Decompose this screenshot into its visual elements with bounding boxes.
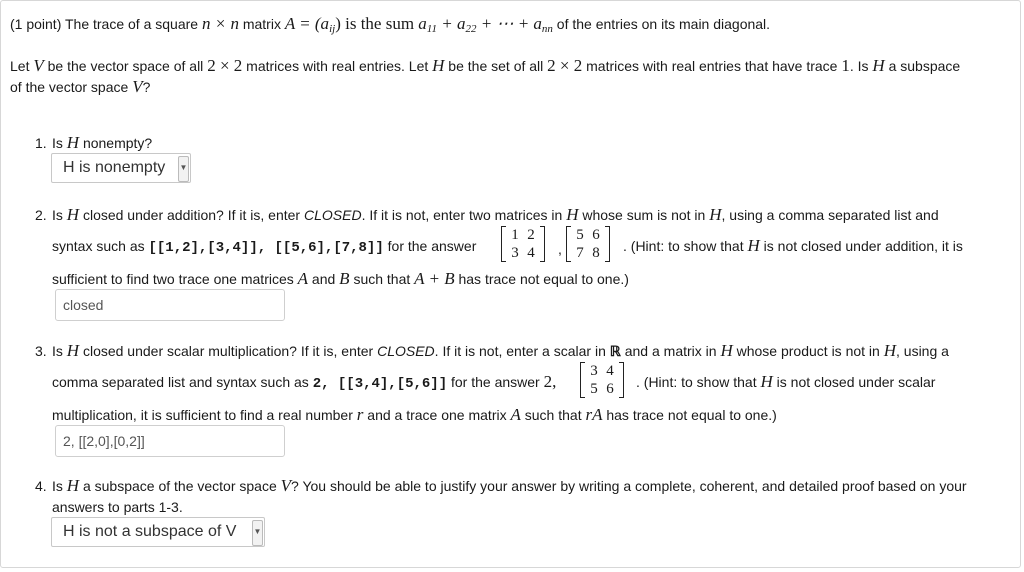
chevron-down-icon: ▼: [178, 156, 189, 182]
q2-answer-input[interactable]: closed: [55, 289, 285, 321]
q3-line-3: multiplication, it is sufficient to find a real number r and a trace one matrix A such that rA has trace not equal to one.): [52, 405, 777, 424]
setup-line-2: of the vector space V?: [10, 77, 151, 96]
q2-number: 2.: [35, 207, 47, 223]
q4-number: 4.: [35, 478, 47, 494]
q2-line-2b: . (Hint: to show that H is not closed under addition, it is: [623, 236, 963, 255]
q4-line-1: Is H a subspace of the vector space V? You should be able to justify your answer by writing a complete, coherent, and detailed proof based on your: [52, 476, 967, 495]
q2-line-1: Is H closed under addition? If it is, enter CLOSED. If it is not, enter two matrices in H whose sum is not in H, using a comma separated list and: [52, 205, 939, 224]
q3-number: 3.: [35, 343, 47, 359]
q2-example-matrix-1: 1 2 3 4: [507, 226, 539, 262]
q3-line-2a: comma separated list and syntax such as 2, [[3,4],[5,6]] for the answer 2,: [52, 372, 557, 392]
q4-answer-select[interactable]: [51, 517, 265, 547]
q1-text: Is H nonempty?: [52, 133, 153, 152]
q2-example-matrix-2: 5 6 7 8: [572, 226, 604, 262]
q1-selected-value: H is nonempty: [63, 159, 166, 176]
q3-example-matrix: 3 4 5 6: [586, 362, 618, 398]
problem-panel: (1 point) The trace of a square n × n matrix $A = (a_{ij})$ is the sum $a_{11} + a_{22}$ + ⋯ + $a_{nn}$ of the entries on its main diagonal. Let V be the vector space of all 2 × 2 matrices with real entries. Let H be the set of all 2 × 2 matrices with real entries that have trace 1. Is H a subspace of the vector space V? 1. Is H nonempty? H is nonempty ▼ 2. Is H closed under addition? If it is, enter CLOSED. If it is not, enter two matrices in H whose sum is not in H, using a comma separated list and syntax such as [[1,2],[3,4]], [[5,6],[7,8]] for the answer 1 2 3 4 , 5 6 7 8 . (Hint: to show that H is not closed under addition, it is sufficient to find two trace one matrices A and B such that A + B has trace not equal to one.) closed 3. Is H closed under scalar multiplication? If it is, enter CLOSED. If it is not, enter a scalar in ℝ and a matrix in H whose product is not in H, using a comma separated list and syntax such as 2, [[3,4],[5,6]] for the answer 2, 3 4 5 6 . (Hint: to show that H is not closed under scalar multiplication, it is sufficient to find a real number r and a trace one matrix A such that rA has trace not equal to one.) 2, [[2,0],[0,2]] 4. Is H a subspace of the vector space V? You should be able to justify your answer by writing a complete, coherent, and detailed proof based on your answers to parts 1-3. H is not a subspace of V ▼: [0, 0, 1021, 568]
q1-number: 1.: [35, 135, 47, 151]
q3-line-2b: . (Hint: to show that H is not closed under scalar: [636, 372, 936, 391]
setup-line-1: Let V be the vector space of all 2 × 2 matrices with real entries. Let H be the set of all 2 × 2 matrices with real entries that have trace 1. Is H a subspace: [10, 56, 961, 75]
q2-line-3: sufficient to find two trace one matrices A and B such that A + B has trace not equal to one.): [52, 269, 629, 288]
intro-line: (1 point) The trace of a square n × n matrix $A = (a_{ij})$ is the sum $a_{11} + a_{22}$ + ⋯ + $a_{nn}$ of the entries on its main diagonal.: [10, 14, 771, 35]
q4-selected-value: H is not a subspace of V: [63, 523, 237, 540]
q3-line-1: Is H closed under scalar multiplication? If it is, enter CLOSED. If it is not, enter a scalar in ℝ and a matrix in H whose product is not in H, using a: [52, 341, 949, 360]
q4-line-2: answers to parts 1-3.: [52, 499, 183, 515]
q3-answer-input[interactable]: 2, [[2,0],[0,2]]: [55, 425, 285, 457]
q2-line-2a: syntax such as [[1,2],[3,4]], [[5,6],[7,8]] for the answer: [52, 238, 477, 256]
q1-answer-select[interactable]: [51, 153, 191, 183]
chevron-down-icon: ▼: [252, 520, 263, 546]
